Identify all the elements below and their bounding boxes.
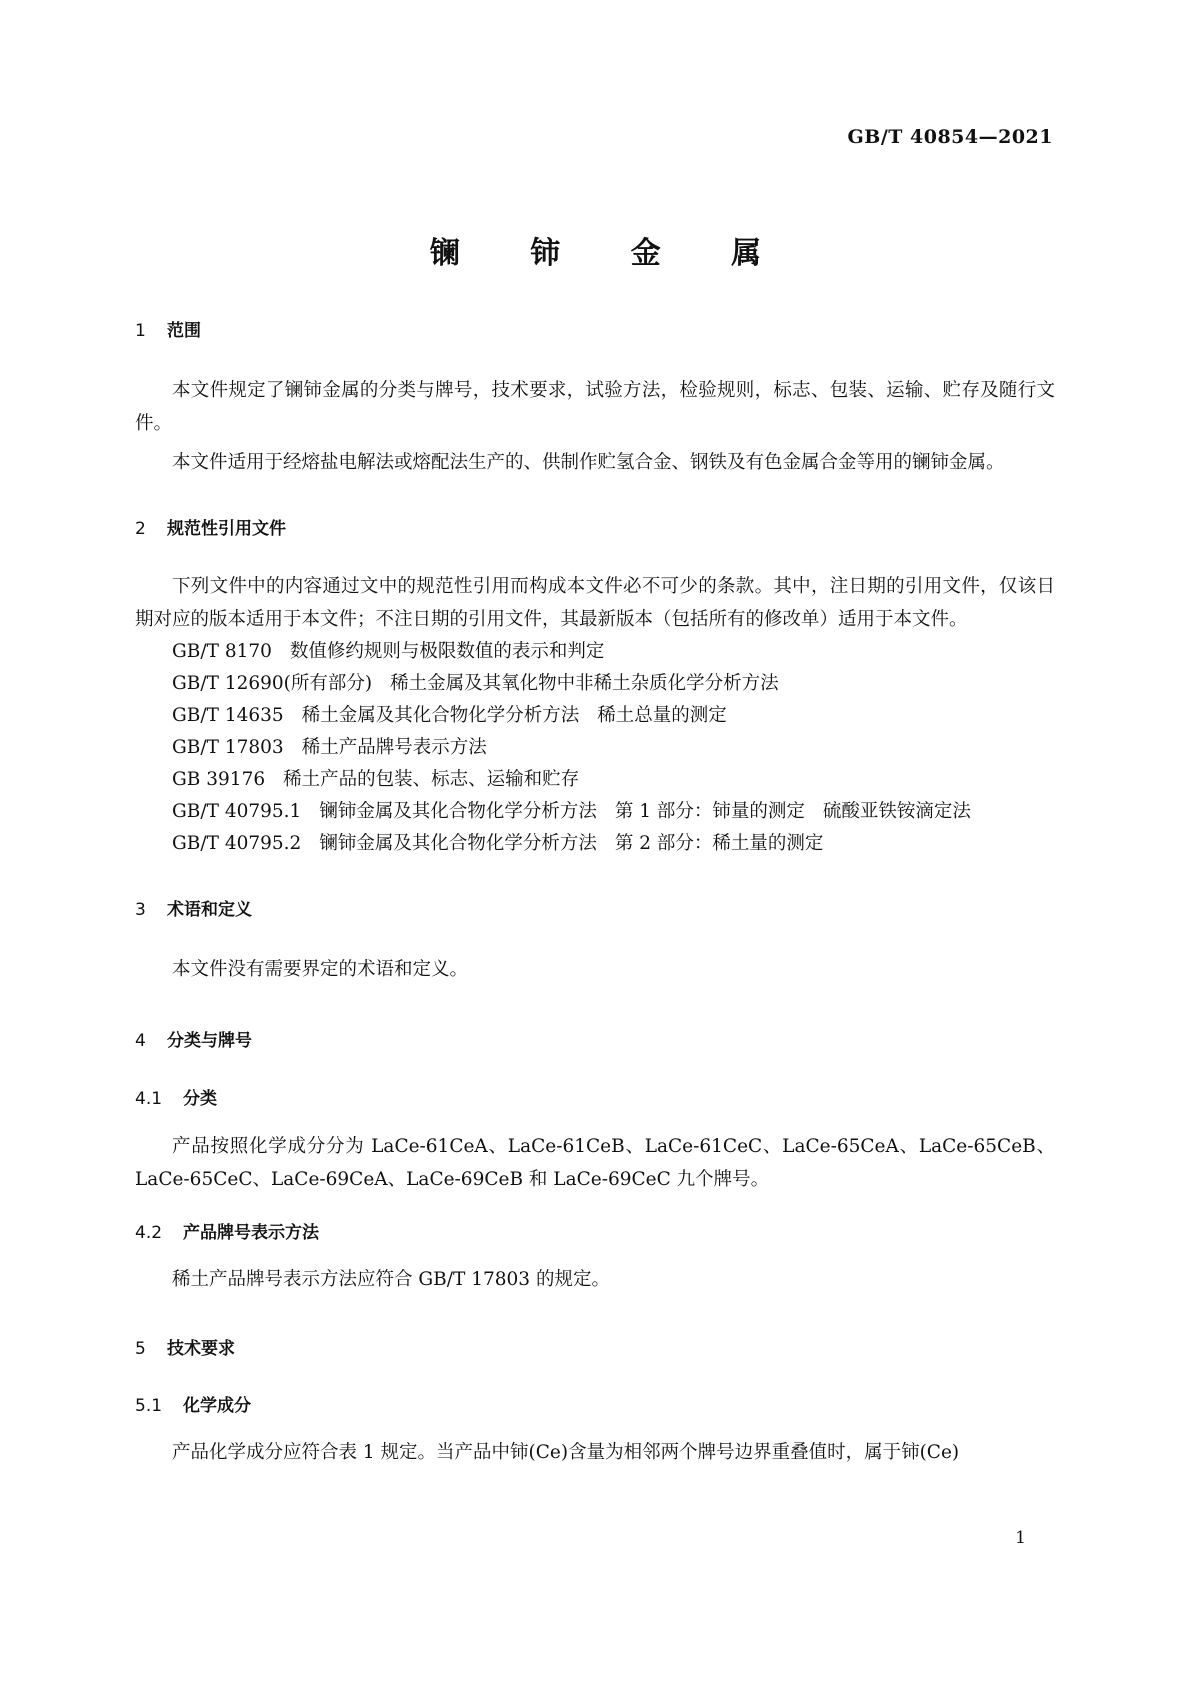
reference-part: 第 1 部分：铈量的测定 bbox=[614, 801, 805, 822]
section-5-heading bbox=[135, 1334, 1055, 1359]
reference-code: GB/T 14635 bbox=[172, 705, 284, 726]
reference-code: GB/T 12690(所有部分) bbox=[172, 673, 373, 694]
section-number: 4.1 bbox=[135, 1089, 163, 1109]
section-number: 4 bbox=[135, 1031, 146, 1051]
section-title: 技术要求 bbox=[167, 1339, 235, 1359]
paragraph: 产品化学成分应符合表 1 规定。当产品中铈(Ce)含量为相邻两个牌号边界重叠值时，属于铈(Ce) bbox=[172, 1442, 960, 1463]
section-3-heading bbox=[135, 895, 1055, 920]
reference-item bbox=[135, 668, 1055, 700]
section-1-heading bbox=[135, 316, 1055, 341]
document-body bbox=[135, 321, 1055, 1469]
section-4-2-heading bbox=[135, 1218, 1055, 1243]
section-2-heading bbox=[135, 514, 1055, 539]
reference-item bbox=[135, 828, 1055, 860]
section-title: 术语和定义 bbox=[167, 900, 252, 920]
paragraph: 产品按照化学成分分为 LaCe-61CeA、LaCe-61CeB、LaCe-61CeC、LaCe-65CeA、LaCe-65CeB、LaCe-65CeC、LaCe-69CeA、LaCe-69CeB 和 LaCe-69CeC 九个牌号。 bbox=[135, 1136, 1055, 1190]
reference-title: 镧铈金属及其化合物化学分析方法 bbox=[319, 801, 597, 822]
reference-title: 稀土产品的包装、标志、运输和贮存 bbox=[283, 769, 580, 790]
section-number: 5 bbox=[135, 1339, 146, 1359]
reference-title: 稀土金属及其化合物化学分析方法 bbox=[301, 705, 580, 726]
reference-code: GB 39176 bbox=[172, 769, 266, 790]
reference-title: 稀土产品牌号表示方法 bbox=[301, 737, 487, 758]
document-title: 镧 铈 金 属 bbox=[429, 236, 792, 271]
section-title: 分类 bbox=[183, 1089, 217, 1109]
reference-subtitle: 硫酸亚铁铵滴定法 bbox=[822, 801, 971, 822]
paragraph: 本文件规定了镧铈金属的分类与牌号，技术要求，试验方法，检验规则，标志、包装、运输、贮存及随行文件。 bbox=[135, 380, 1055, 434]
page-number: 1 bbox=[1015, 1528, 1026, 1548]
section-title: 规范性引用文件 bbox=[167, 519, 286, 539]
section-title: 产品牌号表示方法 bbox=[183, 1223, 319, 1243]
section-title: 分类与牌号 bbox=[167, 1031, 252, 1051]
standard-code: GB/T 40854—2021 bbox=[847, 126, 1053, 148]
reference-code: GB/T 40795.2 bbox=[172, 833, 302, 854]
section-title: 化学成分 bbox=[183, 1396, 251, 1416]
reference-item bbox=[135, 732, 1055, 764]
section-number: 4.2 bbox=[135, 1223, 163, 1243]
reference-item bbox=[135, 796, 1055, 828]
section-title: 范围 bbox=[167, 321, 201, 341]
section-number: 5.1 bbox=[135, 1396, 163, 1416]
paragraph: 下列文件中的内容通过文中的规范性引用而构成本文件必不可少的条款。其中，注日期的引用文件，仅该日期对应的版本适用于本文件；不注日期的引用文件，其最新版本（包括所有的修改单）适用于本文件。 bbox=[135, 576, 1055, 630]
section-number: 1 bbox=[135, 321, 146, 341]
section-number: 2 bbox=[135, 519, 146, 539]
paragraph: 稀土产品牌号表示方法应符合 GB/T 17803 的规定。 bbox=[172, 1269, 610, 1290]
reference-title: 镧铈金属及其化合物化学分析方法 bbox=[319, 833, 597, 854]
paragraph: 本文件适用于经熔盐电解法或熔配法生产的、供制作贮氢合金、钢铁及有色金属合金等用的镧铈金属。 bbox=[172, 452, 1005, 473]
reference-item bbox=[135, 636, 1055, 668]
section-number: 3 bbox=[135, 900, 146, 920]
section-5-1-heading bbox=[135, 1391, 1055, 1416]
reference-item bbox=[135, 700, 1055, 732]
reference-part: 第 2 部分：稀土量的测定 bbox=[614, 833, 824, 854]
reference-item bbox=[135, 764, 1055, 796]
reference-subtitle: 稀土总量的测定 bbox=[597, 705, 727, 726]
reference-code: GB/T 8170 bbox=[172, 641, 272, 662]
reference-title: 稀土金属及其氧化物中非稀土杂质化学分析方法 bbox=[390, 673, 779, 694]
section-4-heading bbox=[135, 1026, 1055, 1051]
reference-code: GB/T 40795.1 bbox=[172, 801, 302, 822]
paragraph: 本文件没有需要界定的术语和定义。 bbox=[172, 959, 469, 980]
section-4-1-heading bbox=[135, 1084, 1055, 1109]
reference-title: 数值修约规则与极限数值的表示和判定 bbox=[289, 641, 605, 662]
reference-code: GB/T 17803 bbox=[172, 737, 284, 758]
